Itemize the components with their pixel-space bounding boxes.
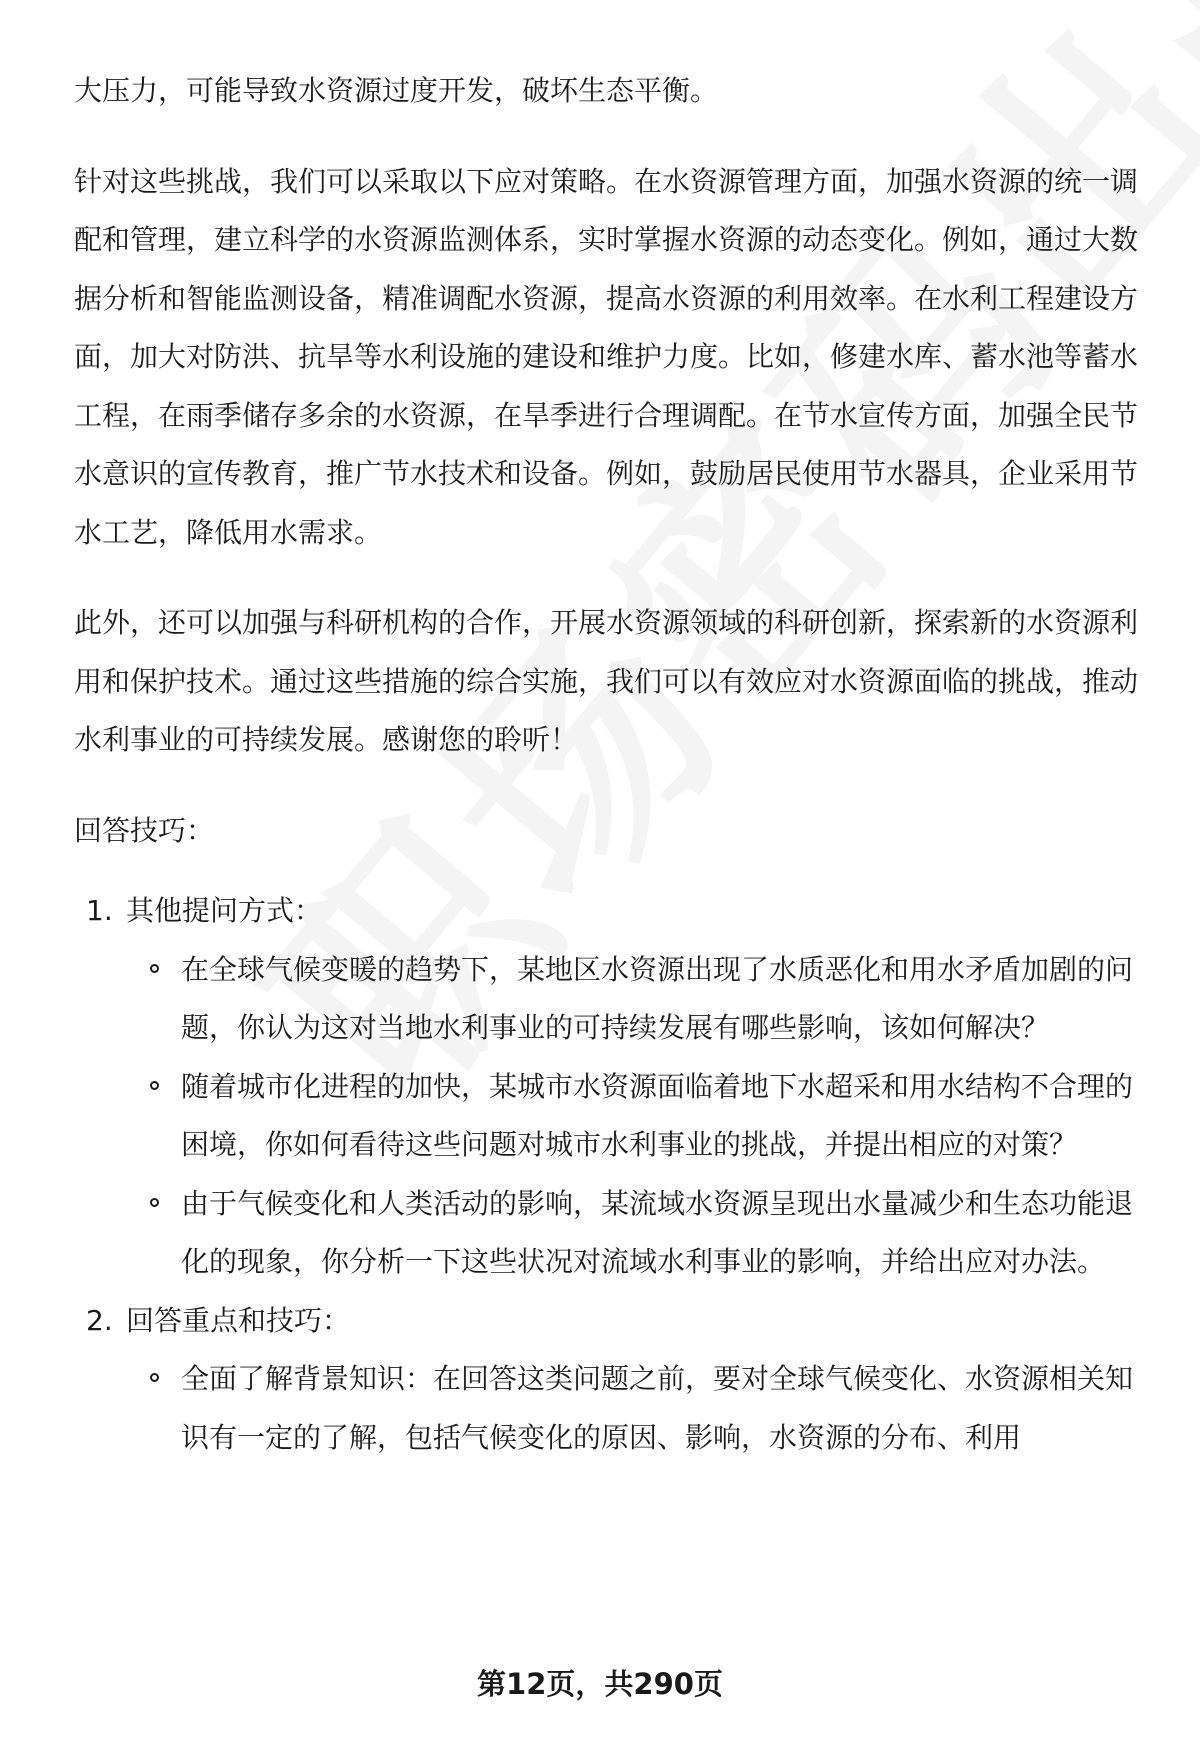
tip-item-1 [74, 882, 1144, 1292]
sub-list [126, 1350, 1144, 1467]
paragraph-1: 大压力，可能导致水资源过度开发，破坏生态平衡。 [74, 74, 719, 107]
document-body [74, 62, 1144, 1467]
tips-list [74, 882, 1144, 1467]
sub-list-item [126, 1350, 1144, 1467]
sub-item-text: 在全球气候变暖的趋势下，某地区水资源出现了水质恶化和用水矛盾加剧的问题，你认为这对当地水利事业的可持续发展有哪些影响，该如何解决？ [181, 952, 1134, 1044]
page-footer: 第12页，共290页 [477, 1667, 723, 1701]
tip-title: 其他提问方式： [126, 894, 323, 927]
sub-item-text: 由于气候变化和人类活动的影响，某流域水资源呈现出水量减少和生态功能退化的现象，你分析一下这些状况对流域水利事业的影响，并给出应对办法。 [181, 1186, 1134, 1278]
tip-title: 回答重点和技巧： [126, 1303, 351, 1337]
sub-item-text: 全面了解背景知识：在回答这类问题之前，要对全球气候变化、水资源相关知识有一定的了解，包括气候变化的原因、影响，水资源的分布、利用 [181, 1362, 1134, 1454]
tips-heading: 回答技巧： [74, 813, 215, 847]
sub-item-text: 随着城市化进程的加快，某城市水资源面临着地下水超采和用水结构不合理的困境，你如何看待这些问题对城市水利事业的挑战，并提出相应的对策？ [181, 1069, 1134, 1161]
sub-list-item [126, 1058, 1144, 1175]
tip-number: 2. [86, 1303, 113, 1337]
tip-number: 1. [86, 894, 113, 927]
sub-list [126, 941, 1144, 1292]
sub-list-item [126, 941, 1144, 1058]
paragraph-2: 针对这些挑战，我们可以采取以下应对策略。在水资源管理方面，加强水资源的统一调配和管理，建立科学的水资源监测体系，实时掌握水资源的动态变化。例如，通过大数据分析和智能监测设备，精准调配水资源，提高水资源的利用效率。在水利工程建设方面，加大对防洪、抗旱等水利设施的建设和维护力度。比如，修建水库、蓄水池等蓄水工程，在雨季储存多余的水资源，在旱季进行合理调配。在节水宣传方面，加强全民节水意识的宣传教育，推广节水技术和设备。例如，鼓励居民使用节水器具，企业采用节水工艺，降低用水需求。 [74, 164, 1139, 549]
sub-list-item [126, 1175, 1144, 1292]
circle-bullet-icon [150, 1373, 159, 1382]
circle-bullet-icon [150, 964, 159, 973]
tip-item-2 [74, 1292, 1144, 1468]
paragraph-3: 此外，还可以加强与科研机构的合作，开展水资源领域的科研创新，探索新的水资源利用和保护技术。通过这些措施的综合实施，我们可以有效应对水资源面临的挑战，推动水利事业的可持续发展。感谢您的聆听！ [74, 606, 1139, 756]
circle-bullet-icon [150, 1081, 159, 1090]
circle-bullet-icon [150, 1198, 159, 1207]
